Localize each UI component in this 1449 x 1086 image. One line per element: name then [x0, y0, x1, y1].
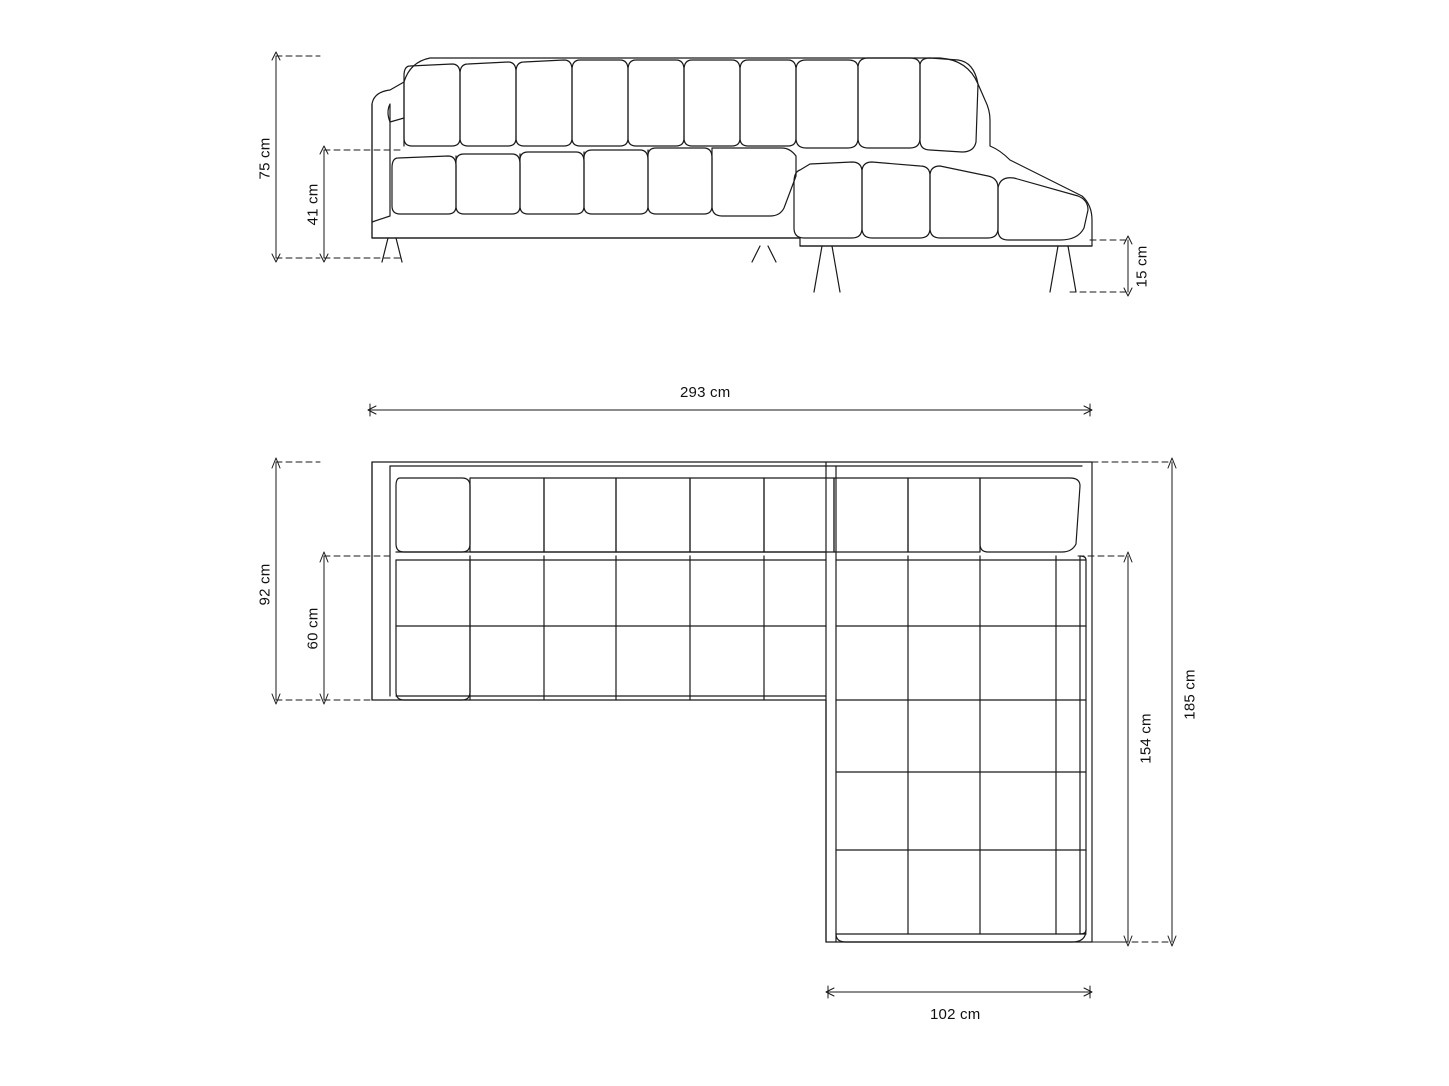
top-plan-sofa [372, 462, 1092, 942]
dimension-label-chaise-154: 154 cm [1137, 713, 1155, 764]
dimension-label-seat-height-41: 41 cm [304, 183, 322, 226]
backrest-cushions-right [796, 58, 978, 152]
front-elevation-sofa [372, 58, 1092, 292]
plan-seat-grid-left [396, 556, 826, 700]
dimension-label-depth-92: 92 cm [256, 563, 274, 606]
backrest-cushions-left [404, 60, 796, 146]
dimension-label-width-293: 293 cm [680, 384, 731, 401]
plan-view-dimensions [272, 404, 1176, 998]
dimension-label-leg-height-15: 15 cm [1133, 245, 1151, 288]
dimension-label-height-75: 75 cm [256, 137, 274, 180]
chaise-seat-cushions [794, 162, 1088, 240]
plan-seat-grid-chaise [836, 556, 1086, 942]
seat-cushions-left [392, 148, 796, 216]
dimension-label-depth-185: 185 cm [1181, 669, 1199, 720]
dimension-label-seat-depth-60: 60 cm [304, 607, 322, 650]
plan-backrest-cushions [396, 478, 1080, 552]
dimension-label-chaise-width-102: 102 cm [930, 1006, 981, 1023]
